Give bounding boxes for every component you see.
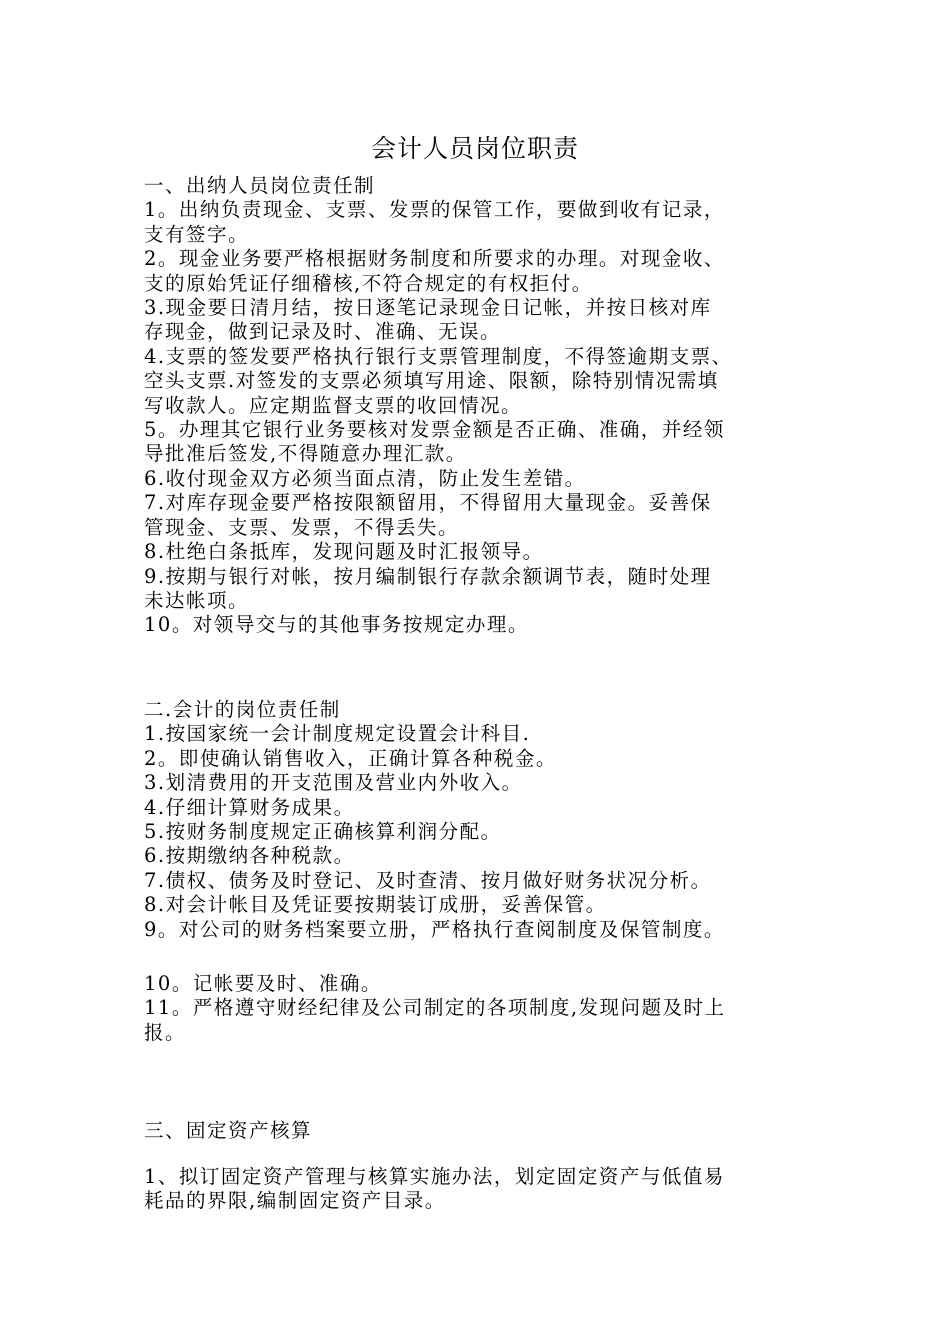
paragraph-line: 报。: [144, 1020, 187, 1044]
paragraph-line: 11。严格遵守财经纪律及公司制定的各项制度,发现问题及时上: [144, 996, 726, 1020]
paragraph-line: 10。对领导交与的其他事务按规定办理。: [144, 613, 529, 637]
paragraph-line: 未达帐项。: [144, 588, 250, 612]
paragraph-line: 5。办理其它银行业务要核对发票金额是否正确、准确，并经领: [144, 418, 725, 442]
paragraph-line: 3.划清费用的开支范围及营业内外收入。: [144, 771, 523, 795]
paragraph-line: 9。对公司的财务档案要立册，严格执行查阅制度及保管制度。: [144, 917, 725, 941]
paragraph-line: 10。记帐要及时、准确。: [144, 972, 382, 995]
paragraph-line: 1。出纳负责现金、支票、发票的保管工作，要做到收有记录，: [144, 198, 725, 222]
section-fixed-assets: [144, 1119, 824, 1143]
paragraph-line: 耗品的界限,编制固定资产目录。: [144, 1189, 446, 1213]
document-title: 会计人员岗位职责: [370, 134, 579, 163]
paragraph-line: 空头支票.对签发的支票必须填写用途、限额，除特别情况需填: [144, 369, 719, 393]
paragraph-line: 管现金、支票、发票，不得丢失。: [144, 515, 460, 539]
section-cashier: [144, 174, 824, 638]
paragraph-line: 导批准后签发,不得随意办理汇款。: [144, 442, 467, 466]
paragraph-line: 7.对库存现金要严格按限额留用，不得留用大量现金。妥善保: [144, 491, 712, 515]
paragraph-line: 8.杜绝白条抵库，发现问题及时汇报领导。: [144, 540, 544, 564]
paragraph-line: 2。现金业务要严格根据财务制度和所要求的办理。对现金收、: [144, 247, 725, 271]
paragraph-line: 1、拟订固定资产管理与核算实施办法，划定固定资产与低值易: [144, 1165, 725, 1188]
section-fixed-assets-body: [144, 1165, 824, 1214]
paragraph-line: 存现金，做到记录及时、准确、无误。: [144, 320, 502, 344]
paragraph-line: 2。即使确认销售收入，正确计算各种税金。: [144, 746, 557, 770]
paragraph-line: 3.现金要日清月结，按日逐笔记录现金日记帐，并按日核对库: [144, 296, 712, 320]
section-accountant: [144, 698, 824, 942]
paragraph-line: 6.收付现金双方必须当面点清，防止发生差错。: [144, 466, 586, 490]
paragraph-line: 4.支票的签发要严格执行银行支票管理制度，不得签逾期支票、: [144, 344, 733, 368]
section-accountant-continued: [144, 972, 824, 1045]
paragraph-line: 6.按期缴纳各种税款。: [144, 844, 355, 868]
paragraph-line: 8.对会计帐目及凭证要按期装订成册，妥善保管。: [144, 893, 607, 917]
paragraph-line: 1.按国家统一会计制度规定设置会计科目.: [144, 722, 531, 746]
paragraph-line: 5.按财务制度规定正确核算利润分配。: [144, 820, 502, 844]
paragraph-line: 4.仔细计算财务成果。: [144, 795, 355, 819]
paragraph-line: 9.按期与银行对帐，按月编制银行存款余额调节表，随时处理: [144, 564, 712, 588]
section-heading: 二.会计的岗位责任制: [144, 698, 341, 721]
paragraph-line: 支有签字。: [144, 222, 250, 246]
paragraph-line: 写收款人。应定期监督支票的收回情况。: [144, 393, 523, 417]
paragraph-line: 7.债权、债务及时登记、及时查清、按月做好财务状况分析。: [144, 868, 712, 892]
section-heading: 一、出纳人员岗位责任制: [144, 174, 376, 197]
section-heading: 三、固定资产核算: [144, 1119, 313, 1142]
paragraph-line: 支的原始凭证仔细稽核,不符合规定的有权拒付。: [144, 271, 593, 295]
